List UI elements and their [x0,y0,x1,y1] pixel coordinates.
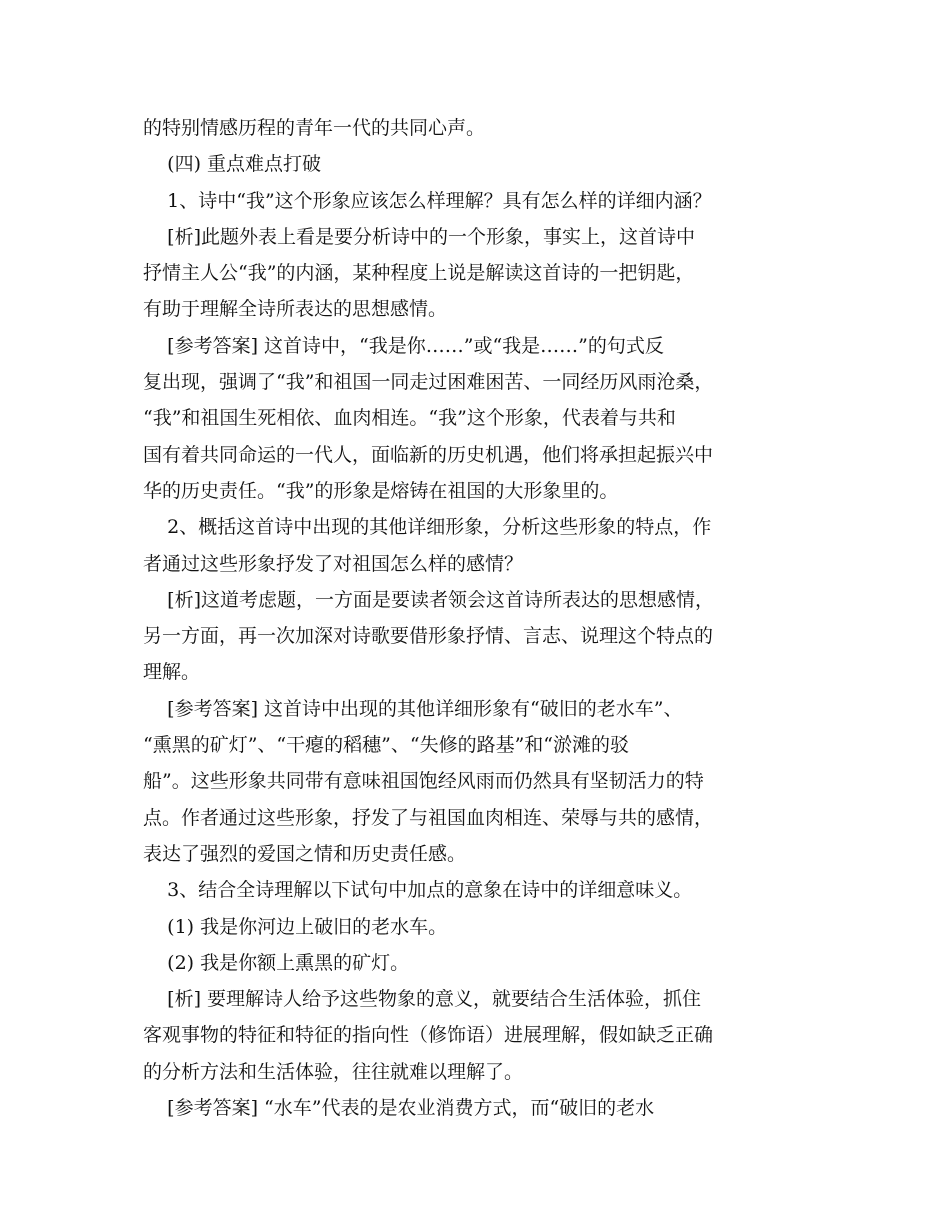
document-page [143,110,813,1126]
answer-text: “熏黑的矿灯”、“干瘪的稻穗”、“失修的路基”和“淤滩的驳 [143,734,629,757]
text-line: 的特别情感历程的青年一代的共同心声。 [143,117,486,139]
analysis-text: 客观事物的特征和特征的指向性（修饰语）进展理解，假如缺乏正确 [143,1024,714,1047]
answer-text: 表达了强烈的爱国之情和历史责任感。 [143,842,467,865]
analysis-text: [析]此题外表上看是要分析诗中的一个形象，事实上，这首诗中 [143,225,695,248]
answer-text: 国有着共同命运的一代人，面临新的历史机遇，他们将承担起振兴中 [143,443,714,466]
question-2: 2、概括这首诗中出现的其他详细形象，分析这些形象的特点，作 [143,516,712,539]
question-2: 者通过这些形象抒发了对祖国怎么样的感情？ [143,552,524,575]
analysis-text: 的分析方法和生活体验，往往就难以理解了。 [143,1060,524,1083]
analysis-text: 抒情主人公“我”的内涵，某种程度上说是解读这首诗的一把钥匙， [143,262,695,285]
answer-text: 点。作者通过这些形象，抒发了与祖国血肉相连、荣辱与共的感情， [143,806,714,829]
analysis-text: 理解。 [143,661,201,684]
answer-text: 复出现，强调了“我”和祖国一同走过困难困苦、一同经历风雨沧桑， [143,371,714,394]
question-1: 1、诗中“我”这个形象应该怎么样理解？具有怎么样的详细内涵？ [143,189,712,212]
section-heading: (四) 重点难点打破 [143,153,322,176]
question-3: 3、结合全诗理解以下试句中加点的意象在诗中的详细意味义。 [143,879,693,902]
answer-text: 华的历史责任。“我”的形象是熔铸在祖国的大形象里的。 [143,479,619,502]
example-sentence-1: (1) 我是你河边上破旧的老水车。 [143,915,448,938]
analysis-text: [析] 要理解诗人给予这些物象的意义，就要结合生活体验，抓住 [143,988,702,1011]
analysis-text: 有助于理解全诗所表达的思想感情。 [143,298,448,321]
answer-text: 船”。这些形象共同带有意味祖国饱经风雨而仍然具有坚韧活力的特 [143,770,704,793]
analysis-text: 另一方面，再一次加深对诗歌要借形象抒情、言志、说理这个特点的 [143,625,714,648]
example-sentence-2: (2) 我是你额上熏黑的矿灯。 [143,951,410,974]
answer-text: “我”和祖国生死相依、血肉相连。“我”这个形象，代表着与共和 [143,407,676,430]
answer-text: [参考答案] 这首诗中，“我是你……”或“我是……”的句式反 [143,334,664,357]
analysis-text: [析]这道考虑题，一方面是要读者领会这首诗所表达的思想感情， [143,588,714,611]
answer-text: [参考答案] “水车”代表的是农业消费方式，而“破旧的老水 [143,1097,655,1120]
answer-text: [参考答案] 这首诗中出现的其他详细形象有“破旧的老水车”、 [143,697,683,720]
